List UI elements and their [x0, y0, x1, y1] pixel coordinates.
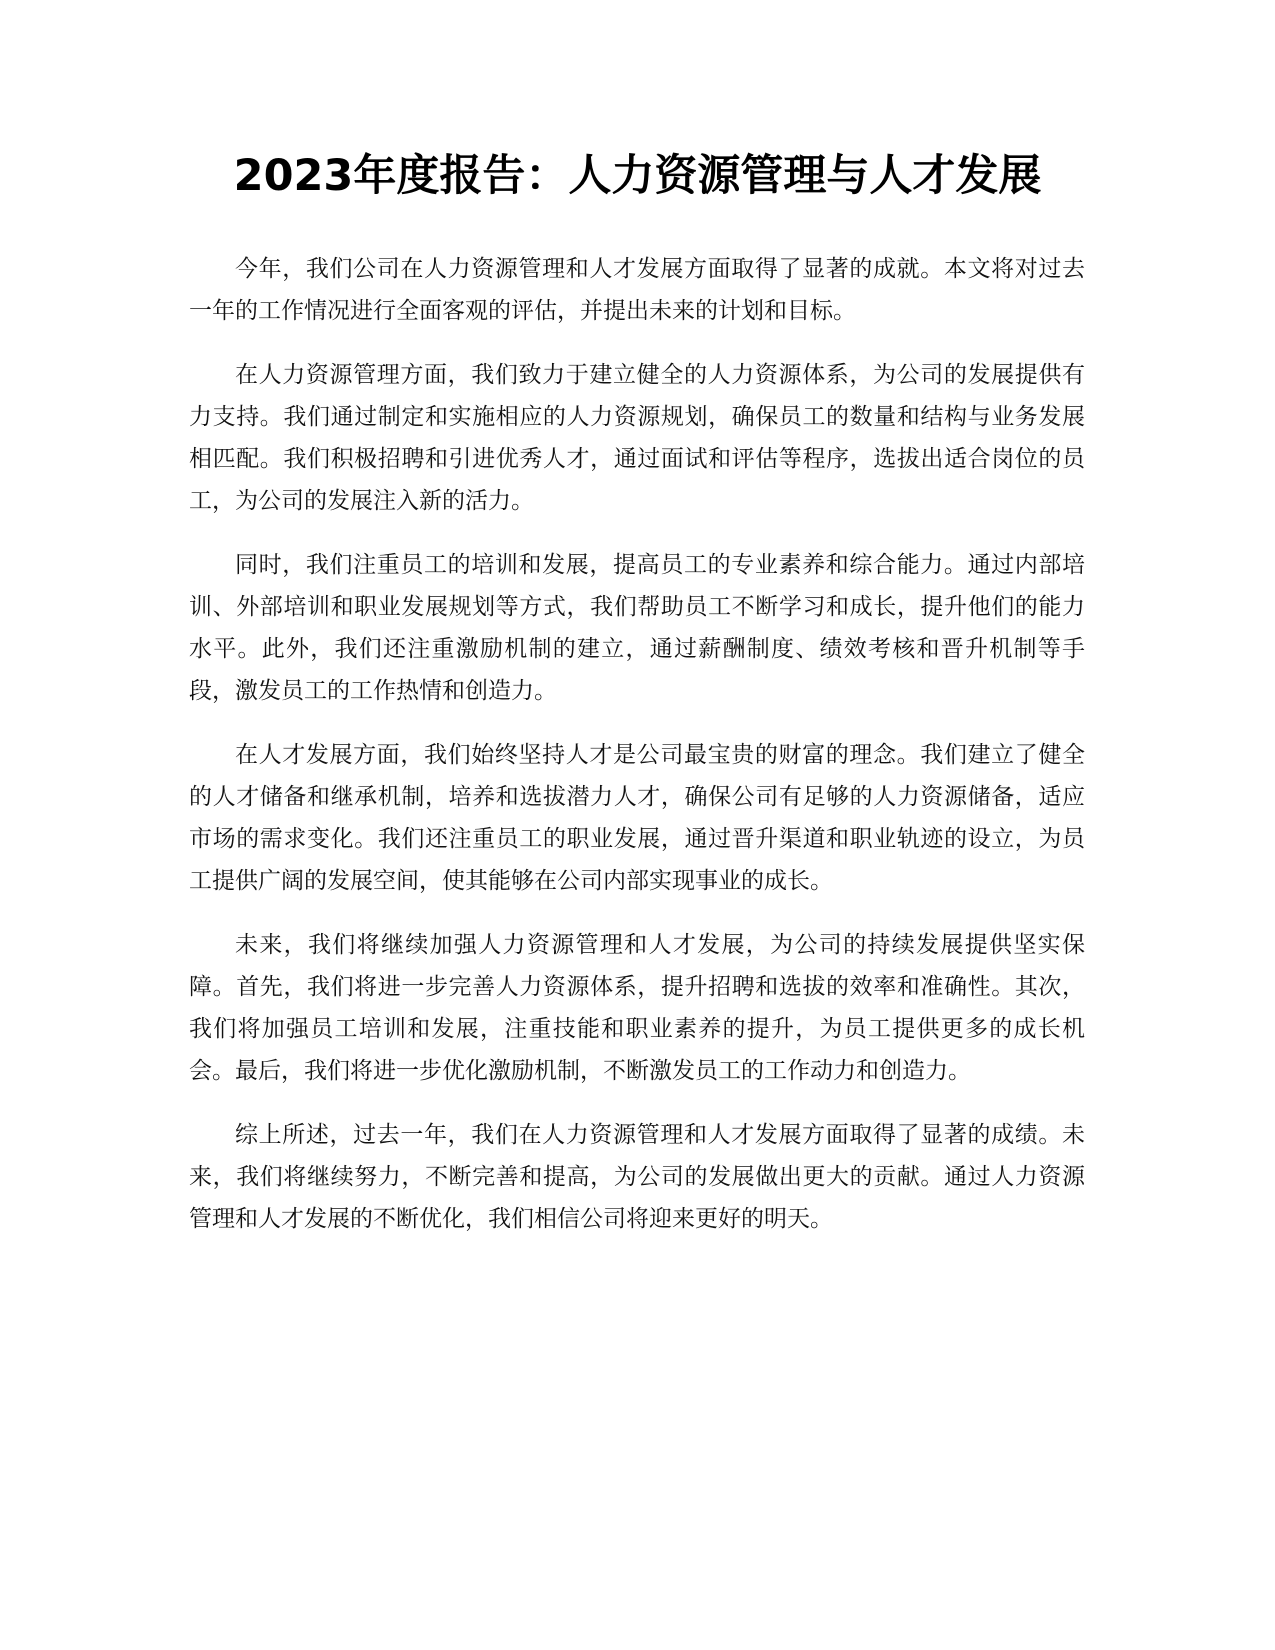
- paragraph-intro: 今年，我们公司在人力资源管理和人才发展方面取得了显著的成就。本文将对过去一年的工作情况进行全面客观的评估，并提出未来的计划和目标。: [189, 256, 1085, 324]
- paragraph-hr-management: 在人力资源管理方面，我们致力于建立健全的人力资源体系，为公司的发展提供有力支持。我们通过制定和实施相应的人力资源规划，确保员工的数量和结构与业务发展相匹配。我们积极招聘和引进优秀人才，通过面试和评估等程序，选拔出适合岗位的员工，为公司的发展注入新的活力。: [189, 362, 1085, 514]
- paragraph-future-plans: 未来，我们将继续加强人力资源管理和人才发展，为公司的持续发展提供坚实保障。首先，我们将进一步完善人力资源体系，提升招聘和选拔的效率和准确性。其次，我们将加强员工培训和发展，注重技能和职业素养的提升，为员工提供更多的成长机会。最后，我们将进一步优化激励机制，不断激发员工的工作动力和创造力。: [189, 932, 1085, 1084]
- document-title: 2023年度报告：人力资源管理与人才发展: [233, 151, 1042, 201]
- document-body: [189, 248, 1085, 1262]
- paragraph-talent-development: 在人才发展方面，我们始终坚持人才是公司最宝贵的财富的理念。我们建立了健全的人才储备和继承机制，培养和选拔潜力人才，确保公司有足够的人力资源储备，适应市场的需求变化。我们还注重员工的职业发展，通过晋升渠道和职业轨迹的设立，为员工提供广阔的发展空间，使其能够在公司内部实现事业的成长。: [189, 742, 1085, 894]
- paragraph-conclusion: 综上所述，过去一年，我们在人力资源管理和人才发展方面取得了显著的成绩。未来，我们将继续努力，不断完善和提高，为公司的发展做出更大的贡献。通过人力资源管理和人才发展的不断优化，我们相信公司将迎来更好的明天。: [189, 1122, 1085, 1232]
- paragraph-training: 同时，我们注重员工的培训和发展，提高员工的专业素养和综合能力。通过内部培训、外部培训和职业发展规划等方式，我们帮助员工不断学习和成长，提升他们的能力水平。此外，我们还注重激励机制的建立，通过薪酬制度、绩效考核和晋升机制等手段，激发员工的工作热情和创造力。: [189, 552, 1085, 704]
